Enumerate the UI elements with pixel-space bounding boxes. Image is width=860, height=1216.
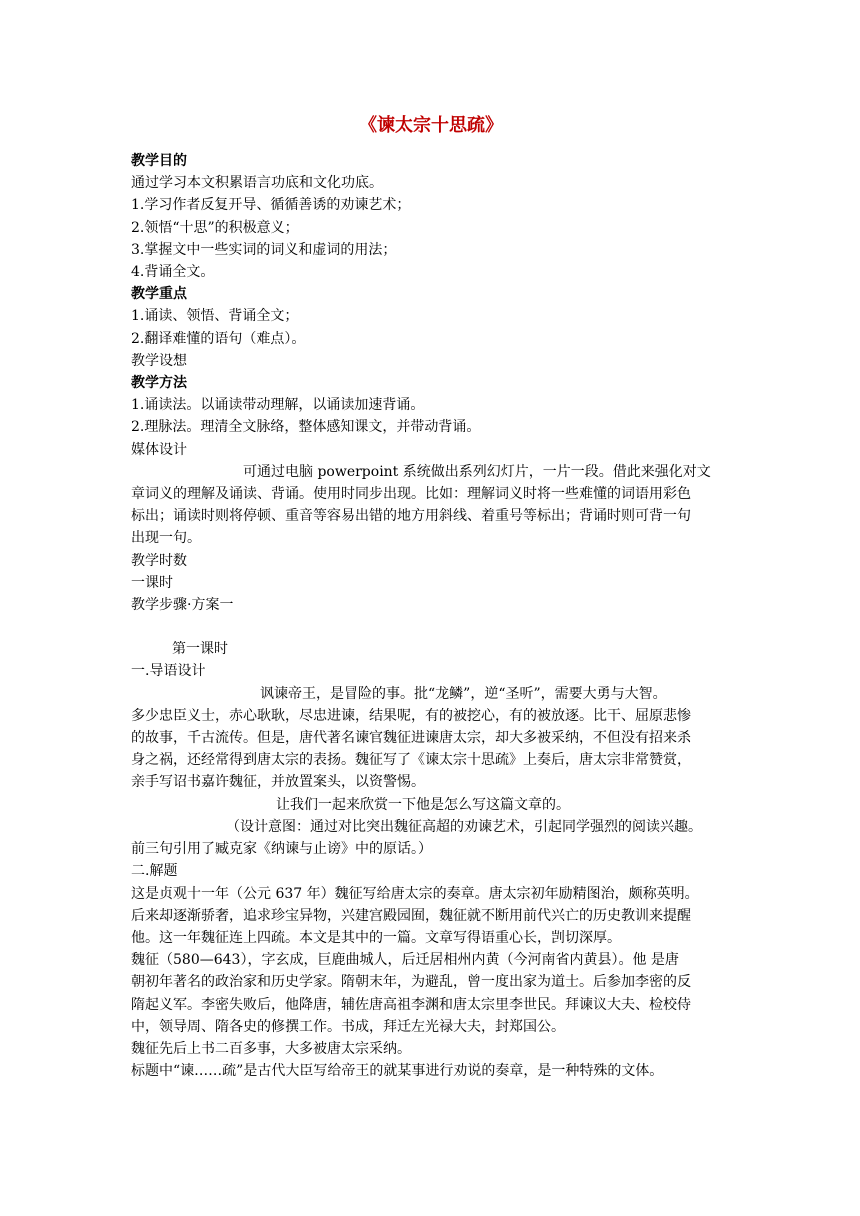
- section-heading-hours: 教学时数: [131, 552, 187, 569]
- paragraph-line: 中，领导周、隋各史的修撰工作。书成，拜迁左光禄大夫，封郑国公。: [131, 1018, 565, 1035]
- list-item: 1.诵读法。以诵读带动理解，以诵读加速背诵。: [131, 397, 425, 414]
- paragraph-line: 前三句引用了臧克家《纳谏与止谤》中的原话。）: [131, 841, 432, 858]
- paragraph-line: 的故事，千古流传。但是，唐代著名谏官魏征进谏唐太宗，却大多被采纳，不但没有招来杀: [131, 730, 691, 747]
- paragraph-line: 魏征（580—643），字玄成，巨鹿曲城人，后迁居相州内黄（今河南省内黄县）。他 是唐: [131, 952, 679, 969]
- paragraph-line: 魏征先后上书二百多事，大多被唐太宗采纳。: [131, 1040, 411, 1057]
- list-item: 3.掌握文中一些实词的词义和虚词的用法；: [131, 241, 397, 258]
- paragraph-line: 这是贞观十一年（公元 637 年）魏征写给唐太宗的奏章。唐太宗初年励精图治，颇称英明。: [131, 885, 699, 902]
- section-heading-objectives: 教学目的: [131, 153, 187, 169]
- section-heading-design: 教学设想: [131, 352, 187, 369]
- section-heading-steps: 教学步骤·方案一: [131, 597, 234, 614]
- section-heading-key-points: 教学重点: [131, 286, 187, 303]
- list-item: 2.翻译难懂的语句（难点）。: [131, 330, 306, 347]
- paragraph-line: 他。这一年魏征连上四疏。本文是其中的一篇。文章写得语重心长，剀切深厚。: [131, 929, 621, 946]
- paragraph-line: 讽谏帝王，是冒险的事。批“龙鳞”，逆“圣听”，需要大勇与大智。: [260, 685, 667, 702]
- document-page: [131, 112, 731, 1082]
- list-item: 2.理脉法。理清全文脉络，整体感知课文，并带动背诵。: [131, 419, 481, 436]
- section-heading-methods: 教学方法: [131, 375, 187, 392]
- document-title: 《谏太宗十思疏》: [359, 115, 503, 136]
- paragraph-line: 后来却逐渐骄奢，追求珍宝异物，兴建宫殿园囿，魏征就不断用前代兴亡的历史教训来提醒: [131, 907, 691, 924]
- blank-line: [131, 616, 731, 638]
- paragraph: 一课时: [131, 574, 173, 591]
- paragraph-line: 标出；诵读时则将停顿、重音等容易出错的地方用斜线、着重号等标出；背诵时则可背一句: [131, 508, 691, 525]
- lesson-heading: 第一课时: [172, 641, 228, 658]
- paragraph-line: 亲手写诏书嘉许魏征，并放置案头，以资警惕。: [131, 774, 425, 791]
- list-item: 1.诵读、领悟、背诵全文；: [131, 308, 299, 325]
- paragraph-line: 隋起义军。李密失败后，他降唐，辅佐唐高祖李渊和唐太宗里李世民。拜谏议大夫、检校侍: [131, 996, 691, 1013]
- paragraph-line: 让我们一起来欣赏一下他是怎么写这篇文章的。: [276, 796, 570, 813]
- paragraph-line: 多少忠臣义士，赤心耿耿，尽忠进谏，结果呢，有的被挖心，有的被放逐。比干、屈原悲惨: [131, 707, 691, 724]
- paragraph-line: 身之祸，还经常得到唐太宗的表扬。魏征写了《谏太宗十思疏》上奏后，唐太宗非常赞赏，: [131, 752, 691, 769]
- section-heading-media: 媒体设计: [131, 441, 187, 458]
- paragraph-line: 朝初年著名的政治家和历史学家。隋朝末年，为避乱，曾一度出家为道士。后参加李密的反: [131, 974, 691, 991]
- paragraph-line: 出现一句。: [131, 530, 201, 547]
- paragraph-line: 标题中“谏……疏”是古代大臣写给帝王的就某事进行劝说的奏章，是一种特殊的文体。: [131, 1063, 664, 1080]
- paragraph: 通过学习本文积累语言功底和文化功底。: [131, 175, 383, 192]
- paragraph-line: （设计意图：通过对比突出魏征高超的劝谏艺术，引起同学强烈的阅读兴趣。: [226, 818, 702, 835]
- section-heading-title-explanation: 二.解题: [131, 863, 178, 880]
- paragraph-line: 章词义的理解及诵读、背诵。使用时同步出现。比如：理解词义时将一些难懂的词语用彩色: [131, 486, 691, 503]
- list-item: 2.领悟“十思”的积极意义；: [131, 219, 299, 236]
- list-item: 1.学习作者反复开导、循循善诱的劝谏艺术；: [131, 197, 411, 214]
- paragraph-line: 可通过电脑 powerpoint 系统做出系列幻灯片，一片一段。借此来强化对文: [243, 463, 711, 480]
- list-item: 4.背诵全文。: [131, 264, 215, 281]
- section-heading-intro: 一.导语设计: [131, 663, 206, 680]
